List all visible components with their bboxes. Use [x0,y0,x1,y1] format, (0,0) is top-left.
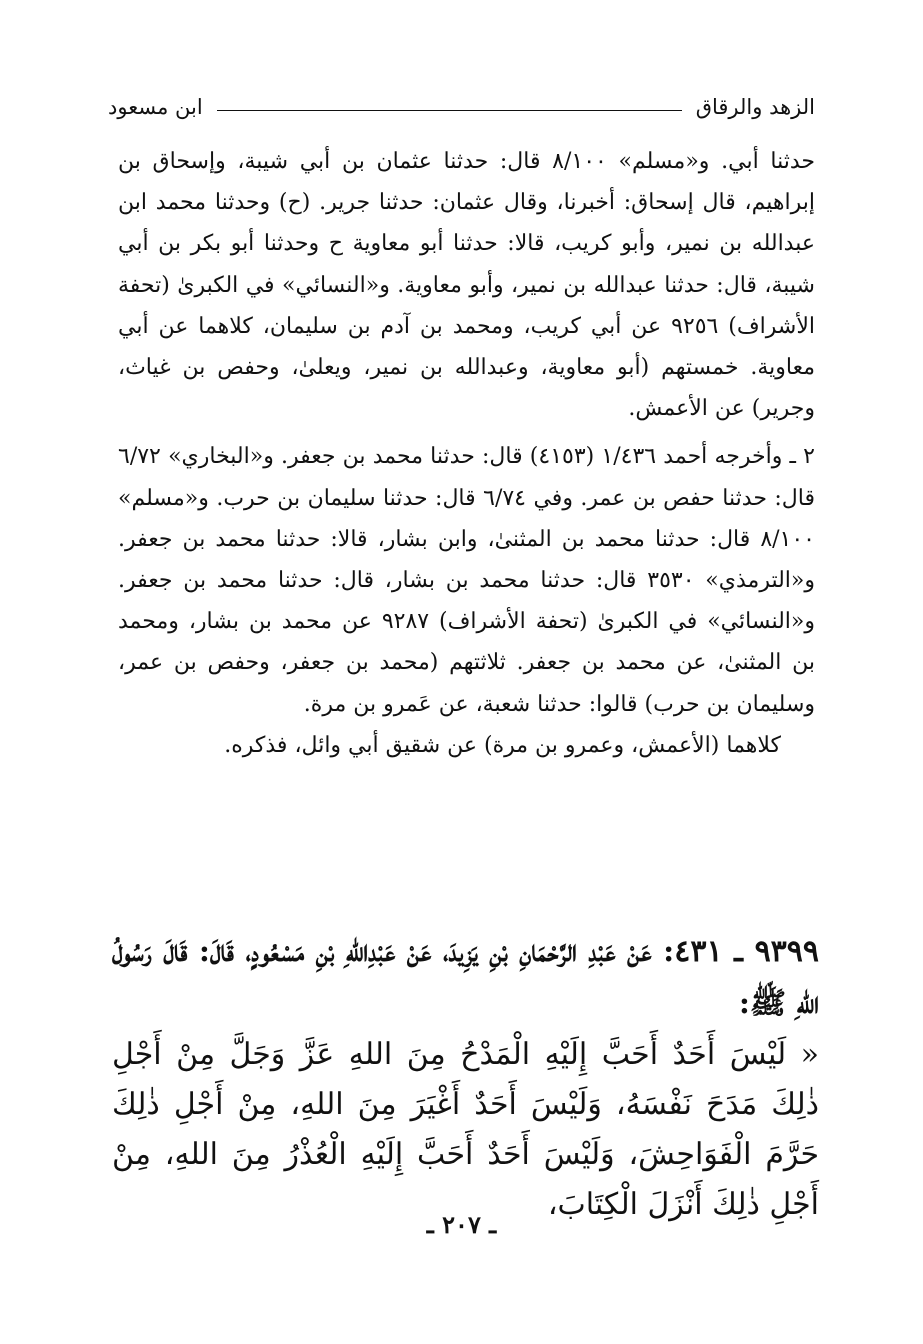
hadith-matn: « لَيْسَ أَحَدٌ أَحَبَّ إِلَيْهِ الْمَدْحُ مِنَ اللهِ عَزَّ وَجَلَّ مِنْ أَجْلِ ذٰلِكَ مَدَحَ نَفْسَهُ، وَلَيْسَ أَحَدٌ أَغْيَرَ مِنَ اللهِ، مِنْ أَجْلِ ذٰلِكَ حَرَّمَ الْفَوَاحِشَ، وَلَيْسَ أَحَدٌ أَحَبَّ إِلَيْهِ الْعُذْرُ مِنَ اللهِ، مِنْ أَجْلِ ذٰلِكَ أَنْزَلَ الْكِتَابَ، [112,1037,819,1222]
chapter-title: ابن مسعود [108,95,203,119]
hadith-isnad: ٩٣٩٩ ـ ٤٣١: عَنْ عَبْدِ الرَّحْمَانِ بْنِ يَزِيدَ، عَنْ عَبْدِاللهِ بْنِ مَسْعُودٍ، قَالَ: قَالَ رَسُولُ اللهِ ﷺ: [112,934,820,1021]
running-header [108,92,815,122]
note-paragraph: ٢ ـ وأخرجه أحمد ١/٤٣٦ (٤١٥٣) قال: حدثنا محمد بن جعفر. و«البخاري» ٦/٧٢ قال: حدثنا حفص بن عمر. وفي ٦/٧٤ قال: حدثنا سليمان بن حرب. و«مسلم» ٨/١٠٠ قال: حدثنا محمد بن المثنىٰ، وابن بشار، قالا: حدثنا محمد بن جعفر. و«الترمذي» ٣٥٣٠ قال: حدثنا محمد بن بشار، قال: حدثنا محمد بن جعفر. و«النسائي» في الكبرىٰ (تحفة الأشراف) ٩٢٨٧ عن محمد بن بشار، ومحمد بن المثنىٰ، عن محمد بن جعفر. ثلاثتهم (محمد بن جعفر، وحفص بن عمر، وسليمان بن حرب) قالوا: حدثنا شعبة، عن عَمرو بن مرة. [118,444,815,717]
hadith-block [112,926,819,1230]
book-title: الزهد والرقاق [695,95,815,119]
note-paragraph: حدثنا أبي. و«مسلم» ٨/١٠٠ قال: حدثنا عثمان بن أبي شيبة، وإسحاق بن إبراهيم، قال إسحاق: أخبرنا، وقال عثمان: حدثنا جرير. (ح) وحدثنا محمد ابن عبدالله بن نمير، وأبو كريب، قالا: حدثنا أبو معاوية ح وحدثنا أبو بكر بن أبي شيبة، قال: حدثنا عبدالله بن نمير، وأبو معاوية. و«النسائي» في الكبرىٰ (تحفة الأشراف) ٩٢٥٦ عن أبي كريب، ومحمد بن آدم بن سليمان، كلاهما عن أبي معاوية. خمستهم (أبو معاوية، وعبدالله بن نمير، ويعلىٰ، وحفص بن غياث، وجرير) عن الأعمش. [118,149,815,422]
footnotes-block [118,141,815,766]
page-number: ـ ٢٠٧ ـ [426,1210,497,1239]
note-conclusion: كلاهما (الأعمش، وعمرو بن مرة) عن شقيق أبي وائل، فذكره. [224,732,781,758]
header-rule [217,110,682,111]
